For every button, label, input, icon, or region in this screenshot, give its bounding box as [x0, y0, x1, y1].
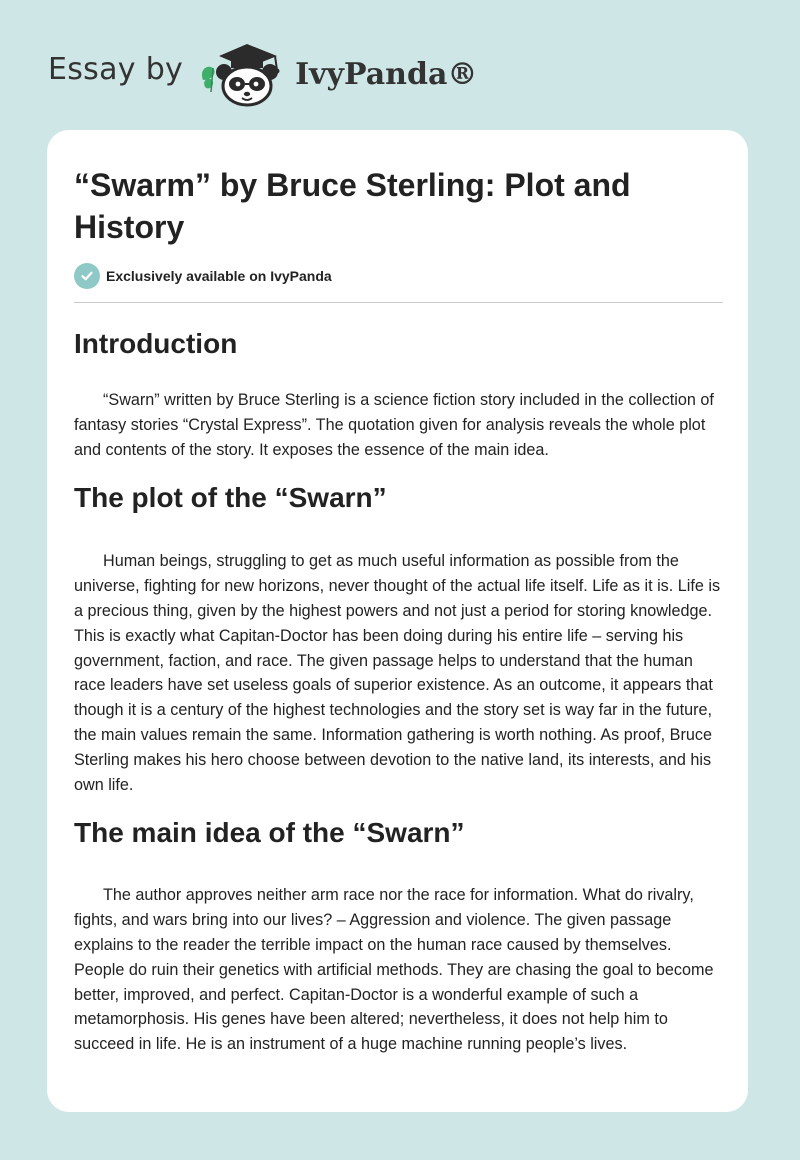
exclusive-badge [74, 263, 332, 289]
section-introduction [74, 320, 724, 462]
essay-body [74, 320, 724, 1057]
section-paragraph: “Swarn” written by Bruce Sterling is a science fiction story included in the collection of fantasy stories “Crystal Express”. The quotation given for analysis reveals the whole plot and contents of the story. It exposes the essence of the main idea. [74, 391, 714, 459]
section-main-idea [74, 809, 724, 1057]
site-header [48, 36, 477, 108]
exclusive-label: Exclusively available on IvyPanda [106, 268, 332, 284]
check-circle-icon [74, 263, 100, 289]
essay-by-label: Essay by [48, 51, 184, 87]
essay-card [47, 130, 748, 1112]
panda-graduate-icon[interactable] [197, 36, 289, 108]
brand-name[interactable]: IvyPanda® [295, 56, 478, 92]
section-paragraph: The author approves neither arm race nor the race for information. What do rivalry, fights, and wars bring into our lives? – Aggression and violence. The given passage explains to the reader the terrible impact on the human race caused by themselves. People do ruin their genetics with artificial methods. They are chasing the goal to become better, improved, and perfect. Capitan-Doctor is a wonderful example of such a metamorphosis. His genes have been altered; nevertheless, it does not help him to succeed in life. He is an instrument of a huge machine running people’s lives. [74, 886, 714, 1054]
divider [74, 302, 723, 303]
section-heading: The main idea of the “Swarn” [74, 817, 465, 849]
section-heading: Introduction [74, 328, 238, 359]
section-heading: The plot of the “Swarn” [74, 482, 387, 514]
section-paragraph: Human beings, struggling to get as much useful information as possible from the universe, fighting for new horizons, never thought of the actual life itself. Life as it is. Life is a precious thing, given by the highest powers and not just a period for storing knowledge. This is exactly what Capitan-Doctor has been doing during his entire life – serving his government, faction, and race. The given passage helps to understand that the human race leaders have set useless goals of superior existence. As an outcome, it appears that though it is a century of the highest technologies and the story set is way far in the future, the main values remain the same. Information gathering is worth nothing. As proof, Bruce Sterling makes his hero choose between devotion to the native land, its interests, and his own life. [74, 552, 721, 794]
section-plot [74, 474, 724, 797]
page-title: “Swarm” by Bruce Sterling: Plot and History [74, 167, 631, 245]
